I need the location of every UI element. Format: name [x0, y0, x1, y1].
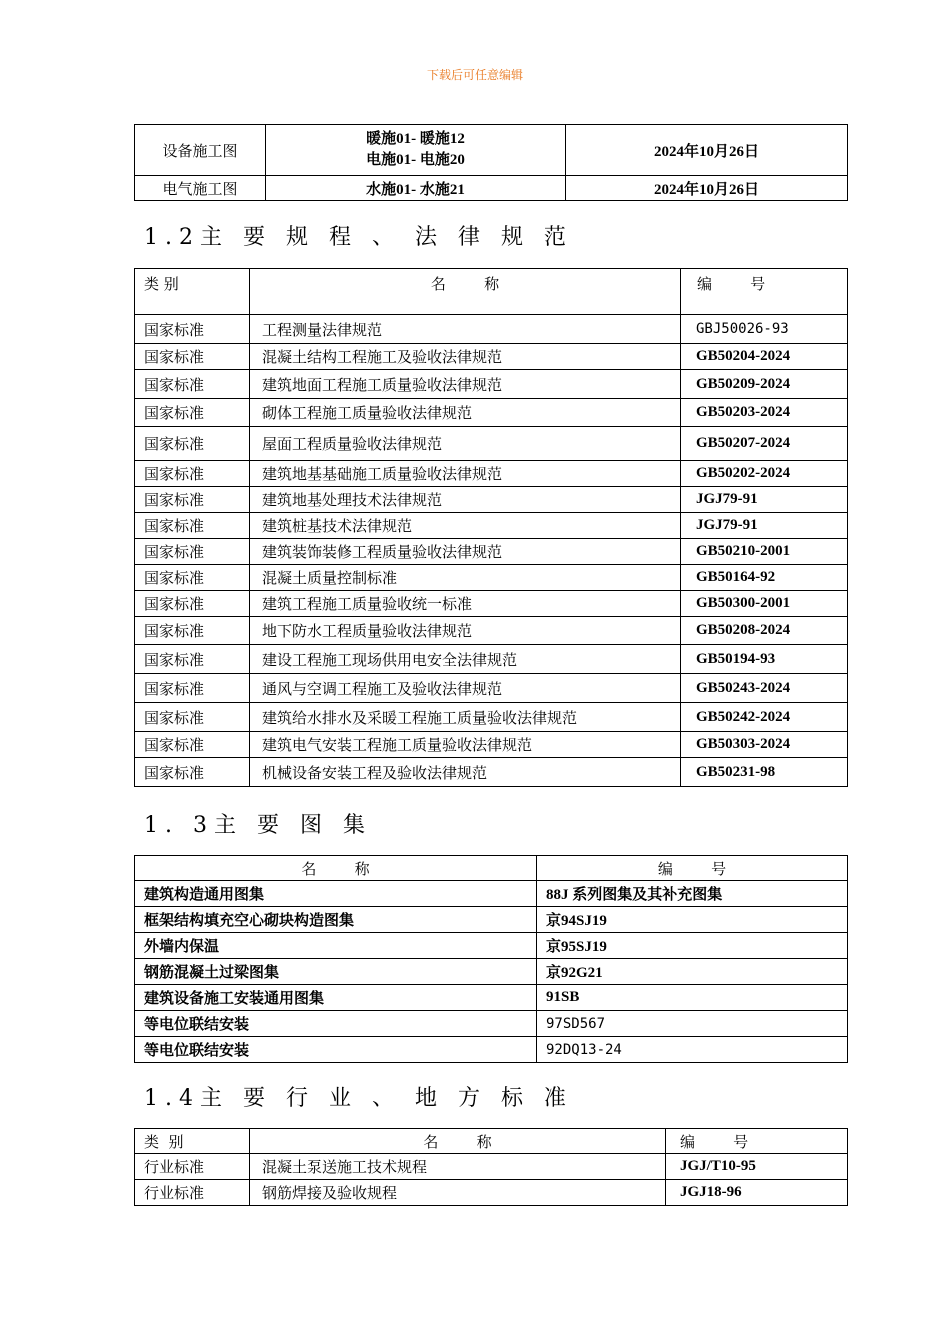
drawing-line: 暖施01- 暖施12 — [366, 131, 465, 147]
table-row — [135, 487, 848, 513]
row-code: 京92G21 — [537, 959, 848, 985]
row-code: GB50207-2024 — [681, 427, 848, 461]
section-title-local-standards: 1.4主 要 行 业 、 地 方 标 准 — [144, 1086, 573, 1111]
row-name: 等电位联结安装 — [135, 1037, 537, 1063]
table-row — [135, 985, 848, 1011]
drawing-line: 电施01- 电施20 — [366, 152, 465, 168]
row-category: 国家标准 — [135, 591, 250, 617]
table-row — [135, 1037, 848, 1063]
local-standards-table — [134, 1128, 848, 1206]
table-row — [135, 959, 848, 985]
row-code: GB50242-2024 — [681, 703, 848, 732]
row-name: 等电位联结安装 — [135, 1011, 537, 1037]
table-row — [135, 617, 848, 645]
row-name: 混凝土泵送施工技术规程 — [250, 1154, 666, 1180]
download-note: 下载后可任意编辑 — [426, 68, 523, 82]
row-name: 建筑电气安装工程施工质量验收法律规范 — [250, 732, 681, 758]
drawings-table — [134, 124, 848, 201]
row-category: 国家标准 — [135, 513, 250, 539]
table-row — [135, 881, 848, 907]
table-row — [135, 125, 848, 176]
table-row — [135, 703, 848, 732]
atlases-table — [134, 855, 848, 1063]
row-code: GB50210-2001 — [681, 539, 848, 565]
row-category: 国家标准 — [135, 461, 250, 487]
drawing-category: 设备施工图 — [135, 125, 266, 176]
row-name: 混凝土质量控制标准 — [250, 565, 681, 591]
column-header-category: 类 别 — [135, 1129, 250, 1154]
row-name: 地下防水工程质量验收法律规范 — [250, 617, 681, 645]
table-row — [135, 933, 848, 959]
table-row — [135, 315, 848, 344]
row-code: JGJ79-91 — [681, 487, 848, 513]
row-category: 国家标准 — [135, 674, 250, 703]
row-code: GB50300-2001 — [681, 591, 848, 617]
table-row — [135, 344, 848, 370]
row-name: 钢筋焊接及验收规程 — [250, 1180, 666, 1206]
drawing-category: 电气施工图 — [135, 176, 266, 201]
table-row — [135, 461, 848, 487]
row-category: 国家标准 — [135, 539, 250, 565]
row-name: 钢筋混凝土过梁图集 — [135, 959, 537, 985]
row-code: 京95SJ19 — [537, 933, 848, 959]
table-header-row — [135, 269, 848, 315]
row-category: 国家标准 — [135, 399, 250, 427]
column-header-name: 名 称 — [250, 269, 681, 315]
table-row — [135, 1180, 848, 1206]
row-category: 国家标准 — [135, 617, 250, 645]
row-code: GB50194-93 — [681, 645, 848, 674]
row-category: 国家标准 — [135, 703, 250, 732]
row-code: GB50231-98 — [681, 758, 848, 787]
table-row — [135, 674, 848, 703]
row-name: 工程测量法律规范 — [250, 315, 681, 344]
row-code: 92DQ13-24 — [537, 1037, 848, 1063]
row-name: 建筑桩基技术法律规范 — [250, 513, 681, 539]
row-name: 建筑地基基础施工质量验收法律规范 — [250, 461, 681, 487]
row-category: 国家标准 — [135, 487, 250, 513]
row-name: 混凝土结构工程施工及验收法律规范 — [250, 344, 681, 370]
row-code: GB50209-2024 — [681, 370, 848, 399]
table-row — [135, 1154, 848, 1180]
row-category: 国家标准 — [135, 732, 250, 758]
row-name: 建筑构造通用图集 — [135, 881, 537, 907]
row-code: JGJ/T10-95 — [666, 1154, 848, 1180]
row-code: 97SD567 — [537, 1011, 848, 1037]
row-category: 国家标准 — [135, 758, 250, 787]
table-row — [135, 1011, 848, 1037]
row-category: 国家标准 — [135, 645, 250, 674]
row-code: JGJ18-96 — [666, 1180, 848, 1206]
row-category: 国家标准 — [135, 565, 250, 591]
row-code: GB50303-2024 — [681, 732, 848, 758]
table-row — [135, 645, 848, 674]
column-header-name: 名 称 — [135, 856, 537, 881]
table-row — [135, 427, 848, 461]
table-row — [135, 539, 848, 565]
column-header-name: 名 称 — [250, 1129, 666, 1154]
row-name: 机械设备安装工程及验收法律规范 — [250, 758, 681, 787]
row-code: GB50243-2024 — [681, 674, 848, 703]
row-code: GB50202-2024 — [681, 461, 848, 487]
row-name: 框架结构填充空心砌块构造图集 — [135, 907, 537, 933]
row-code: GB50204-2024 — [681, 344, 848, 370]
table-header-row — [135, 1129, 848, 1154]
drawing-date: 2024年10月26日 — [566, 176, 848, 201]
table-row — [135, 176, 848, 201]
table-row — [135, 370, 848, 399]
row-category: 行业标准 — [135, 1180, 250, 1206]
column-header-code: 编 号 — [666, 1129, 848, 1154]
row-name: 砌体工程施工质量验收法律规范 — [250, 399, 681, 427]
table-row — [135, 399, 848, 427]
regulations-table — [134, 268, 848, 787]
row-code: GB50203-2024 — [681, 399, 848, 427]
row-category: 国家标准 — [135, 370, 250, 399]
row-name: 建筑地基处理技术法律规范 — [250, 487, 681, 513]
row-name: 建设工程施工现场供用电安全法律规范 — [250, 645, 681, 674]
drawing-date: 2024年10月26日 — [566, 125, 848, 176]
row-category: 国家标准 — [135, 427, 250, 461]
row-code: 京94SJ19 — [537, 907, 848, 933]
row-category: 国家标准 — [135, 315, 250, 344]
table-row — [135, 591, 848, 617]
row-name: 屋面工程质量验收法律规范 — [250, 427, 681, 461]
row-name: 建筑设备施工安装通用图集 — [135, 985, 537, 1011]
table-row — [135, 565, 848, 591]
row-category: 行业标准 — [135, 1154, 250, 1180]
row-code: 91SB — [537, 985, 848, 1011]
column-header-code: 编 号 — [681, 269, 848, 315]
row-name: 建筑装饰装修工程质量验收法律规范 — [250, 539, 681, 565]
column-header-code: 编 号 — [537, 856, 848, 881]
drawing-numbers: 水施01- 水施21 — [266, 176, 566, 201]
row-code: JGJ79-91 — [681, 513, 848, 539]
row-code: GB50164-92 — [681, 565, 848, 591]
row-name: 建筑工程施工质量验收统一标准 — [250, 591, 681, 617]
table-row — [135, 758, 848, 787]
table-row — [135, 907, 848, 933]
row-code: GBJ50026-93 — [681, 315, 848, 344]
table-header-row — [135, 856, 848, 881]
row-name: 通风与空调工程施工及验收法律规范 — [250, 674, 681, 703]
drawing-numbers — [266, 125, 566, 176]
row-category: 国家标准 — [135, 344, 250, 370]
table-row — [135, 732, 848, 758]
row-code: GB50208-2024 — [681, 617, 848, 645]
section-title-atlases: 1. 3主 要 图 集 — [144, 813, 372, 838]
row-name: 外墙内保温 — [135, 933, 537, 959]
table-row — [135, 513, 848, 539]
row-name: 建筑给水排水及采暖工程施工质量验收法律规范 — [250, 703, 681, 732]
section-title-regulations: 1.2主 要 规 程 、 法 律 规 范 — [144, 225, 573, 250]
row-code: 88J 系列图集及其补充图集 — [537, 881, 848, 907]
column-header-category: 类 别 — [135, 269, 250, 315]
row-name: 建筑地面工程施工质量验收法律规范 — [250, 370, 681, 399]
